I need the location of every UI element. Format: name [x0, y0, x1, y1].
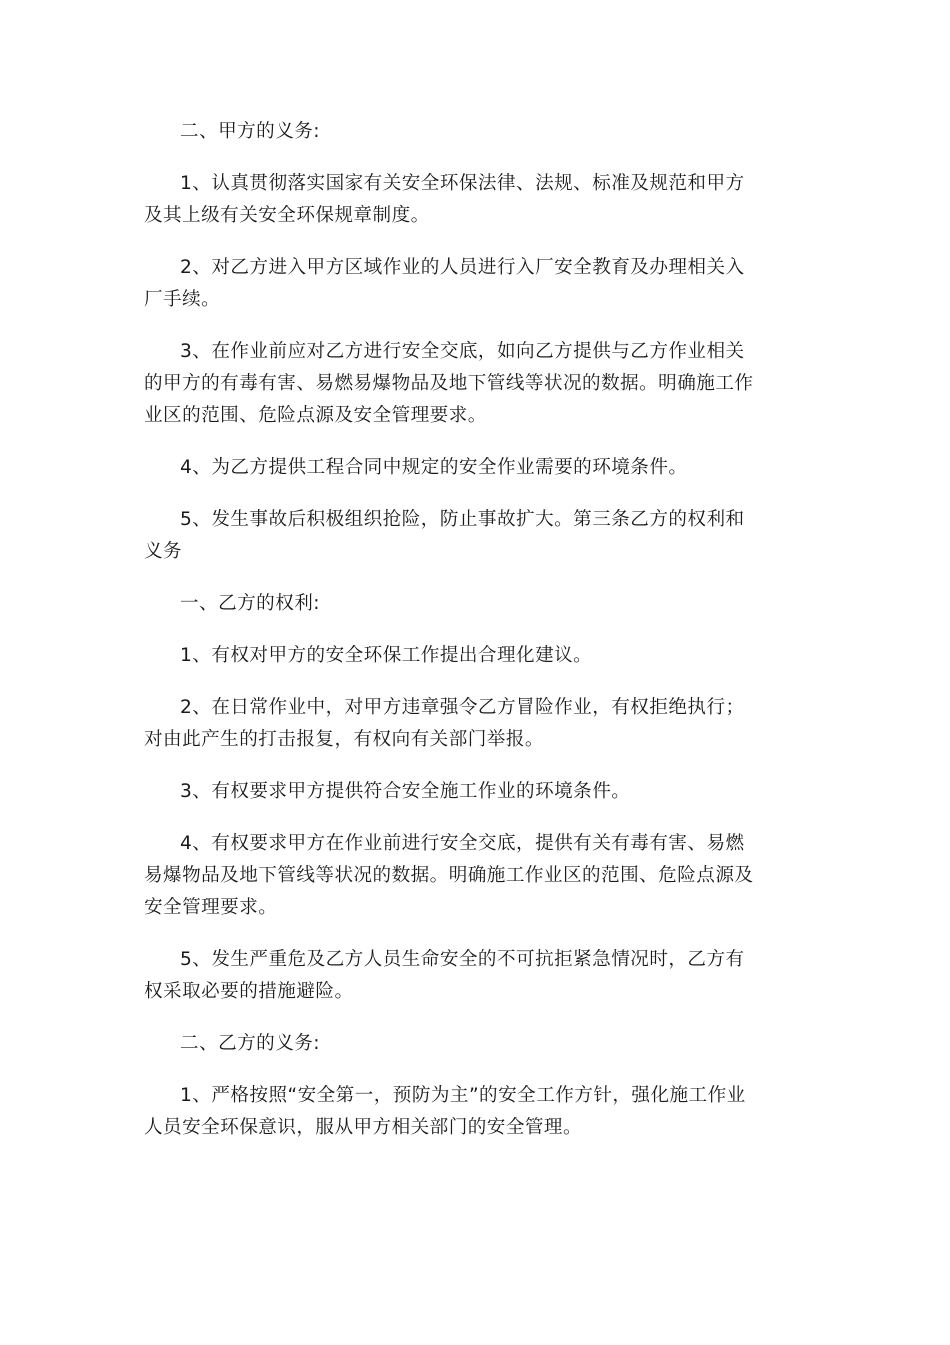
paragraph: 3、有权要求甲方提供符合安全施工作业的环境条件。 [180, 781, 631, 802]
paragraph: 5、发生事故后积极组织抢险，防止事故扩大。第三条乙方的权利和义务 [144, 509, 745, 562]
paragraph: 5、发生严重危及乙方人员生命安全的不可抗拒紧急情况时，乙方有权采取必要的措施避险。 [144, 949, 745, 1002]
document-body [144, 116, 756, 1164]
paragraph: 1、严格按照“安全第一，预防为主”的安全工作方针，强化施工作业人员安全环保意识，服从甲方相关部门的安全管理。 [144, 1085, 746, 1138]
paragraph: 2、在日常作业中，对甲方违章强令乙方冒险作业，有权拒绝执行；对由此产生的打击报复，有权向有关部门举报。 [144, 697, 745, 750]
paragraph: 4、有权要求甲方在作业前进行安全交底，提供有关有毒有害、易燃易爆物品及地下管线等状况的数据。明确施工作业区的范围、危险点源及安全管理要求。 [144, 833, 754, 918]
section-heading-party-b-obligations: 二、乙方的义务: [180, 1033, 321, 1054]
section-heading-party-b-rights: 一、乙方的权利: [180, 593, 321, 614]
paragraph: 3、在作业前应对乙方进行安全交底，如向乙方提供与乙方作业相关的甲方的有毒有害、易燃易爆物品及地下管线等状况的数据。明确施工作业区的范围、危险点源及安全管理要求。 [144, 341, 754, 426]
paragraph: 1、有权对甲方的安全环保工作提出合理化建议。 [180, 645, 593, 666]
section-heading-party-a-obligations: 二、甲方的义务: [180, 121, 321, 142]
paragraph: 4、为乙方提供工程合同中规定的安全作业需要的环境条件。 [180, 457, 688, 478]
paragraph: 2、对乙方进入甲方区域作业的人员进行入厂安全教育及办理相关入厂手续。 [144, 257, 745, 310]
paragraph: 1、认真贯彻落实国家有关安全环保法律、法规、标准及规范和甲方及其上级有关安全环保规章制度。 [144, 173, 745, 226]
